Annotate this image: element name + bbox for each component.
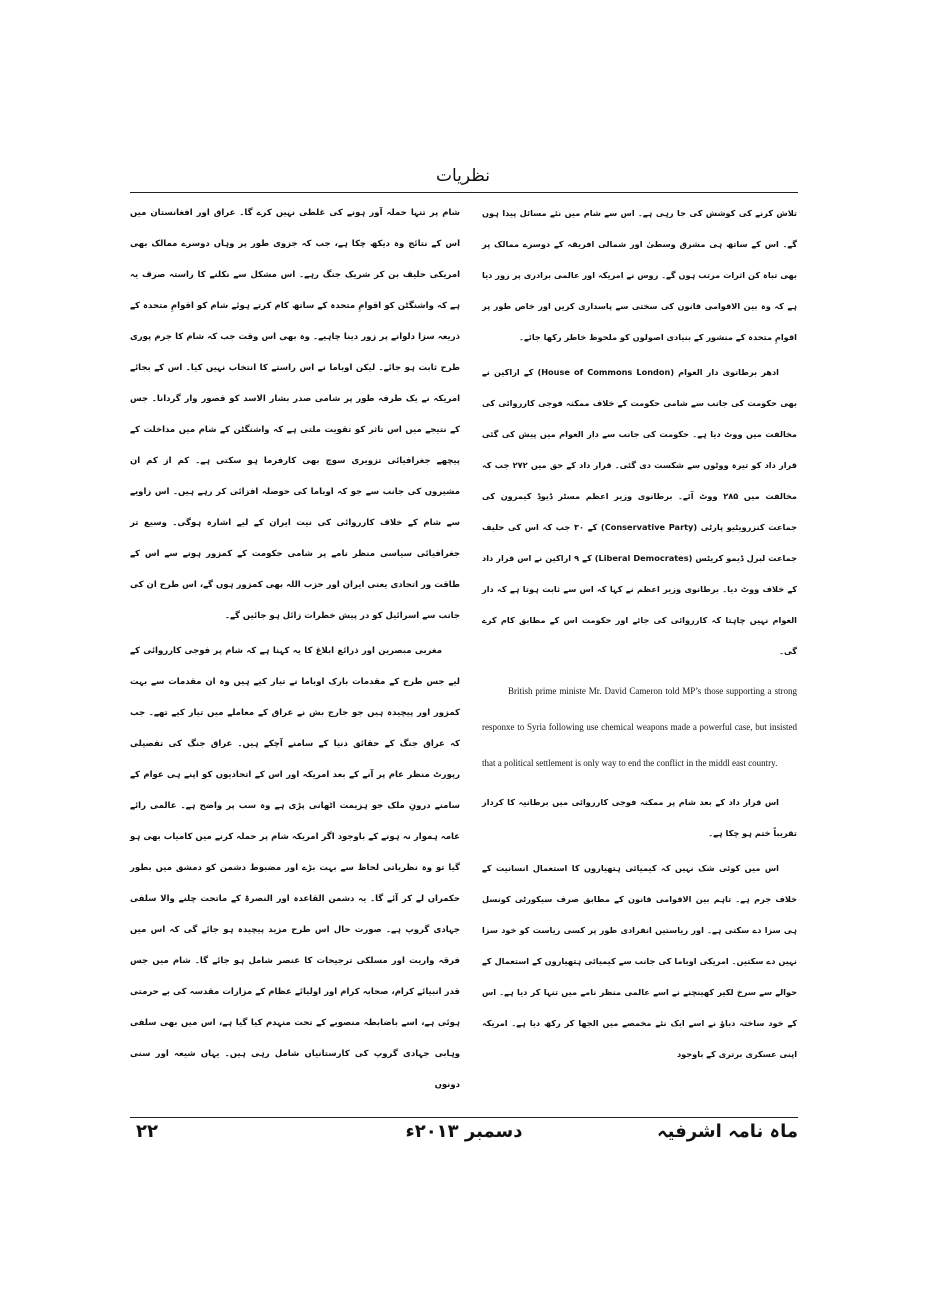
paragraph: اس میں کوئی شک نہیں کہ کیمیائی ہتھیاروں کا استعمال انسانیت کے خلاف جرم ہے۔ تاہم بین الاقوامی قانون کے مطابق صرف سیکورٹی کونسل ہی سزا دے سکتی ہے۔ اور ریاستیں انفرادی طور پر کسی ریاست کو خود سزا نہیں دے سکتیں۔ امریکی اوباما کی جانب سے کیمیائی ہتھیاروں کے استعمال کے حوالے سے سرخ لکیر کھینچنے نے اسے عالمی منظر نامے میں تنہا کر دیا ہے۔ اس کے خود ساختہ دباؤ نے اسے ایک نئے مخمصے میں الجھا کر رکھ دیا ہے۔ امریکہ اپنی عسکری برتری کے باوجود	[482, 863, 797, 1059]
right-column	[482, 198, 797, 1074]
paragraph: اس قرار داد کے بعد شام پر ممکنہ فوجی کارروائی میں برطانیہ کا کردار تقریباً ختم ہو چکا ہے۔	[482, 797, 797, 838]
page-footer	[130, 1121, 798, 1151]
footer-rule	[130, 1117, 798, 1118]
paragraph: مغربی مبصرین اور ذرائع ابلاغ کا یہ کہنا ہے کہ شام پر فوجی کارروائی کے لیے جس طرح کے مقدمات بارک اوباما نے تیار کیے ہیں وہ ان مقدمات سے بہت کمزور اور پیچیدہ ہیں جو جارج بش نے عراق کے معاملے میں تیار کیے تھے۔ جب کہ عراق جنگ کے حقائق دنیا کے سامنے آچکے ہیں۔ عراق جنگ کی تفصیلی رپورٹ منظر عام پر آنے کے بعد امریکہ اور اس کے اتحادیوں کو اپنے ہی عوام کے سامنے درونِ ملک جو ہزیمت اٹھانی پڑی ہے وہ سب پر واضح ہے۔ عالمی رائے عامہ ہموار نہ ہونے کے باوجود اگر امریکہ شام پر حملہ کرنے میں کامیاب بھی ہو گیا تو وہ نظریاتی لحاظ سے بہت بڑے اور مضبوط دشمن کو دمشق میں بطور حکمراں لے کر آئے گا۔ یہ دشمن القاعدہ اور النصرۃ کے ماتحت چلنے والا سلفی جہادی گروپ ہے۔ صورت حال اس طرح مزید پیچیدہ ہو جائے گی کہ اس میں فرقہ واریت اور مسلکی ترجیحات کا عنصر شامل ہو جائے گا۔ شام میں جس قدر انبیائے کرام، صحابہ کرام اور اولیائے عظام کے مزارات مقدسہ کی بے حرمتی ہوئی ہے، اسے باضابطہ منصوبے کے تحت منہدم کیا گیا ہے، اس میں بھی سلفی وہابی جہادی گروپ کی کارستانیاں شامل رہی ہیں۔ یہاں شیعہ اور سنی دونوں	[130, 646, 460, 1090]
issue-date: دسمبر ۲۰۱۳ء	[405, 1121, 523, 1142]
paragraph: تلاش کرنے کی کوشش کی جا رہی ہے۔ اس سے شام میں نئے مسائل پیدا ہوں گے۔ اس کے ساتھ ہی مشرق وسطیٰ اور شمالی افریقہ کے دوسرے ممالک پر بھی تباہ کن اثرات مرتب ہوں گے۔ روس نے امریکہ اور عالمی برادری پر زور دیا ہے کہ وہ بین الاقوامی قانون کی سختی سے پاسداری کریں اور خاص طور پر اقوامِ متحدہ کے منشور کے بنیادی اصولوں کو ملحوظ خاطر رکھا جائے۔	[482, 208, 797, 342]
paragraph: ادھر برطانوی دار العوام (House of Commons London) کے اراکین نے بھی حکومت کی جانب سے شامی حکومت کے خلاف ممکنہ فوجی کارروائی کی مخالفت میں ووٹ دیا ہے۔ حکومت کی جانب سے دار العوام میں پیش کی گئی قرار داد کو تیرہ ووٹوں سے شکست دی گئی۔ قرار داد کے حق میں ۲۷۲ جب کہ مخالفت میں ۲۸۵ ووٹ آئے۔ برطانوی وزیر اعظم مسٹر ڈیوڈ کیمرون کی جماعت کنزرویٹیو پارٹی (Conservative Party) کے ۳۰ جب کہ اس کی حلیف جماعت لبرل ڈیمو کریٹس (Liberal Democrates) کے ۹ اراکین نے اس قرار داد کے خلاف ووٹ دیا۔ برطانوی وزیر اعظم نے کہا کہ اس سے ثابت ہوتا ہے کہ دار العوام نہیں چاہتا کہ کارروائی کی جائے اور حکومت اس کے مطابق کام کرے گی۔	[482, 367, 798, 656]
magazine-name: ماہ نامہ اشرفیہ	[657, 1121, 798, 1142]
page-header-title: نظریات	[436, 166, 490, 186]
header-rule	[130, 192, 798, 193]
paragraph: شام پر تنہا حملہ آور ہونے کی غلطی نہیں کرے گا۔ عراق اور افغانستان میں اس کے نتائج وہ دیکھ چکا ہے، جب کہ جزوی طور پر وہاں دوسرے ممالک بھی امریکی حلیف بن کر شریک جنگ رہے۔ اس مشکل سے نکلنے کا راستہ صرف یہ ہے کہ واشنگٹن کو اقوامِ متحدہ کے ساتھ کام کرتے ہوئے شام کو اقوامِ متحدہ کے ذریعہ سزا دلوانے پر زور دینا چاہیے۔ وہ بھی اس وقت جب کہ شام کا جرم پوری طرح ثابت ہو جائے۔ لیکن اوباما نے اس راستے کا انتخاب نہیں کیا۔ اس کے بجائے امریکہ نے یک طرفہ طور پر شامی صدر بشار الاسد کو قصور وار گردانا۔ جس کے نتیجے میں اس تاثر کو تقویت ملتی ہے کہ واشنگٹن کے شام میں مداخلت کے پیچھے جغرافیائی تزویری سوچ بھی کارفرما ہو سکتی ہے۔ کم از کم ان مشیروں کی جانب سے جو کہ اوباما کی حوصلہ افزائی کر رہے ہیں۔ اس زاویے سے شام کے خلاف کارروائی کی نیت ایران کے لیے اشارہ ہوگی۔ وسیع تر جغرافیائی سیاسی منظر نامے پر شامی حکومت کے کمزور ہونے سے اس کے طاقت ور اتحادی یعنی ایران اور حزب اللہ بھی کمزور ہوں گے، اس طرح ان کی جانب سے اسرائیل کو در پیش خطرات زائل ہو جائیں گے۔	[130, 208, 460, 621]
page-number: ۲۲	[136, 1121, 158, 1142]
left-column	[130, 198, 460, 1105]
english-quote-paragraph: British prime ministe Mr. David Cameron told MP’s those supporting a strong responxe to Syria following use chemical weapons made a powerful case, but insisted that a political settlement is only way to end the conflict in the middl east country.	[482, 686, 797, 768]
